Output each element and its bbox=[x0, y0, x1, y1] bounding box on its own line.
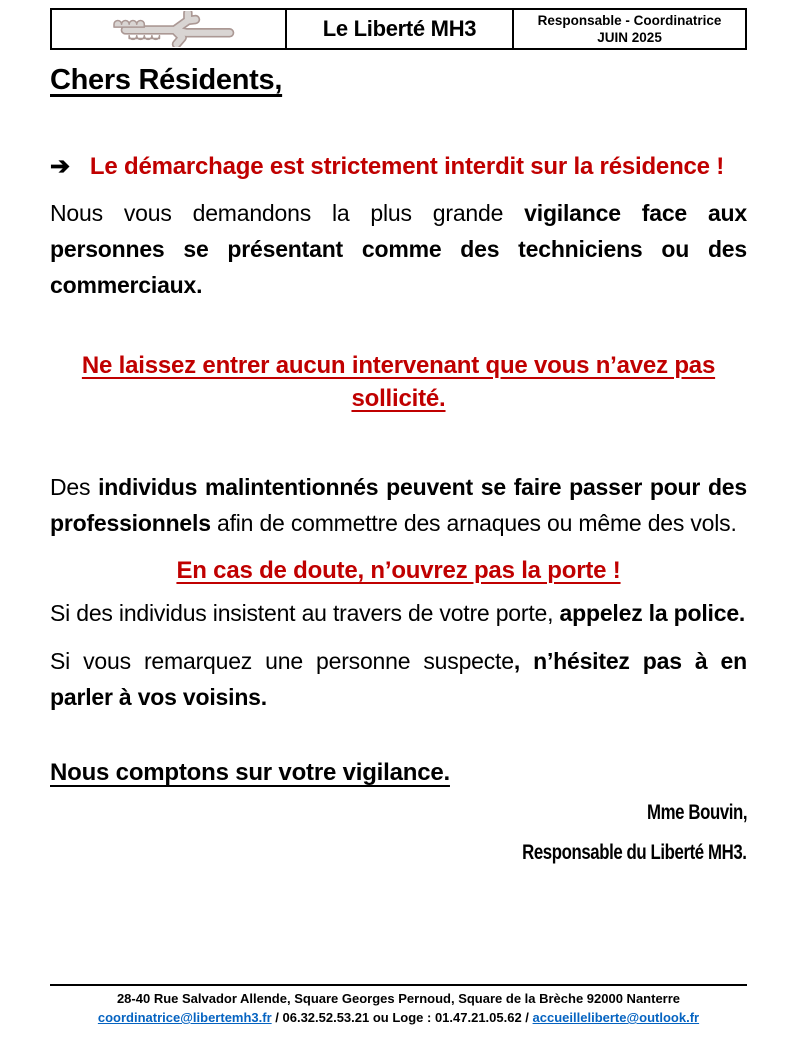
footer-phones: / 06.32.52.53.21 ou Loge : 01.47.21.05.62 / bbox=[271, 1010, 533, 1025]
suspect-normal: Si vous remarquez une personne suspecte bbox=[50, 648, 514, 674]
alert-text: Le démarchage est strictement interdit sur la résidence ! bbox=[89, 153, 725, 180]
header-role: Responsable - Coordinatrice bbox=[537, 13, 722, 28]
individus-lead: Des bbox=[50, 474, 99, 500]
residence-logo-icon bbox=[93, 11, 243, 47]
closing-statement: Nous comptons sur votre vigilance. bbox=[50, 759, 450, 786]
suspect-paragraph bbox=[50, 643, 747, 715]
signature-role bbox=[50, 841, 747, 865]
footer-contacts bbox=[50, 1008, 747, 1027]
insist-bold: appelez la police. bbox=[559, 600, 746, 626]
vigilance-text-normal: Nous vous demandons la plus grande bbox=[50, 200, 525, 226]
reception-email-link[interactable]: accueilleliberte@outlook.fr bbox=[532, 1010, 700, 1025]
arrow-right-icon: ➔ bbox=[50, 153, 70, 180]
footer bbox=[50, 984, 747, 1027]
footer-address: 28-40 Rue Salvador Allende, Square Georges Pernoud, Square de la Brèche 92000 Nanterre bbox=[116, 991, 681, 1006]
header-date: JUIN 2025 bbox=[597, 30, 662, 45]
doubt-center-text: En cas de doute, n’ouvrez pas la porte ! bbox=[176, 557, 621, 584]
vigilance-text-bold: vigilance face aux personnes se présentant comme des techniciens ou des commerciaux. bbox=[50, 200, 747, 298]
signature-role-text: Responsable du Liberté MH3. bbox=[522, 841, 747, 864]
logo-cell bbox=[52, 10, 285, 48]
header-table bbox=[50, 8, 747, 50]
suspect-bold: , n’hésitez pas à en parler à vos voisins. bbox=[50, 648, 747, 710]
insist-normal: Si des individus insistent au travers de votre porte, bbox=[50, 600, 560, 626]
signature-name bbox=[50, 801, 747, 825]
alert-paragraph bbox=[50, 149, 747, 185]
vigilance-paragraph bbox=[50, 195, 747, 303]
warning-center-text: Ne laissez entrer aucun intervenant que vous n’avez pas sollicité. bbox=[81, 352, 716, 412]
individus-paragraph bbox=[50, 469, 747, 541]
individus-tail: afin de commettre des arnaques ou même des vols. bbox=[210, 510, 737, 536]
signature-name-text: Mme Bouvin, bbox=[646, 801, 747, 824]
header-info-cell bbox=[512, 10, 745, 48]
individus-bold: individus malintentionnés peuvent se faire passer pour des professionnels bbox=[50, 474, 747, 536]
document-title: Le Liberté MH3 bbox=[285, 10, 512, 48]
coordinator-email-link[interactable]: coordinatrice@libertemh3.fr bbox=[97, 1010, 272, 1025]
insist-paragraph bbox=[50, 595, 747, 631]
greeting-heading: Chers Résidents, bbox=[50, 64, 283, 96]
